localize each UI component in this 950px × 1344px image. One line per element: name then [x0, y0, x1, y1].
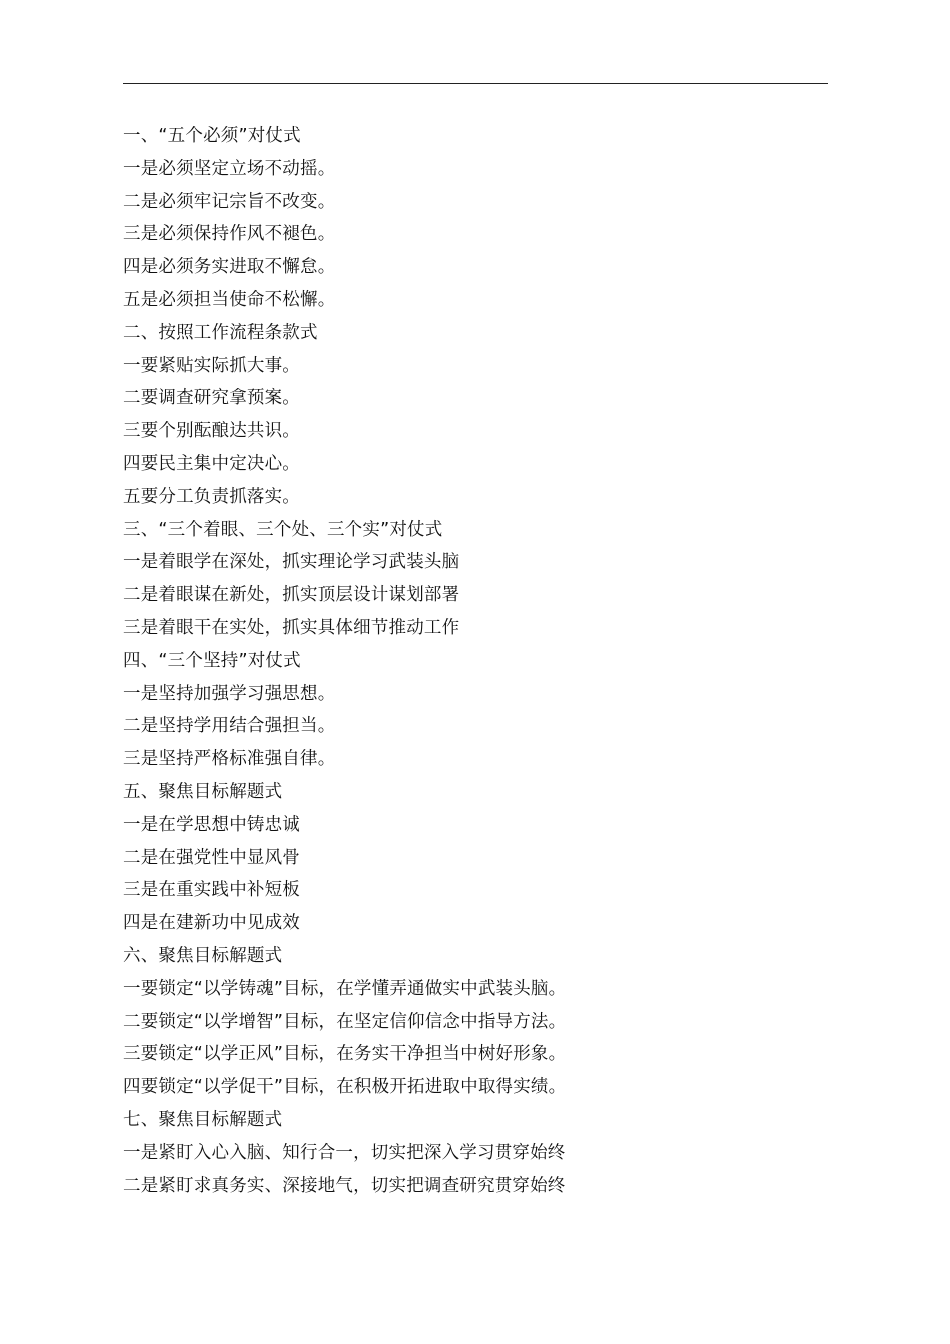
text-line: 二是必须牢记宗旨不改变。 [123, 191, 336, 212]
section-heading-5: 五、聚焦目标解题式 [123, 781, 283, 802]
text-line: 五是必须担当使命不松懈。 [123, 289, 336, 310]
text-line: 一是在学思想中铸忠诚 [123, 814, 300, 835]
text-line: 二是在强党性中显风骨 [123, 847, 300, 868]
text-line: 四要民主集中定决心。 [123, 453, 300, 474]
section-heading-4: 四、“三个坚持”对仗式 [123, 650, 301, 671]
text-line: 四是在建新功中见成效 [123, 913, 300, 934]
section-heading-6: 六、聚焦目标解题式 [123, 945, 283, 966]
section-heading-3: 三、“三个着眼、三个处、三个实”对仗式 [123, 519, 443, 540]
section-heading-2: 二、按照工作流程条款式 [123, 322, 318, 343]
text-line: 一是着眼学在深处，抓实理论学习武装头脑 [123, 552, 460, 573]
text-line: 二要锁定“以学增智”目标，在坚定信仰信念中指导方法。 [123, 1011, 567, 1032]
text-line: 三是坚持严格标准强自律。 [123, 749, 336, 770]
header-rule [123, 83, 828, 84]
document-body [123, 120, 828, 1202]
section-heading-1: 一、“五个必须”对仗式 [123, 126, 301, 146]
section-heading-7: 七、聚焦目标解题式 [123, 1109, 283, 1130]
text-line: 五要分工负责抓落实。 [123, 486, 300, 507]
text-line: 四是必须务实进取不懈怠。 [123, 257, 336, 278]
text-line: 二是紧盯求真务实、深接地气，切实把调查研究贯穿始终 [123, 1175, 566, 1196]
text-line: 三是必须保持作风不褪色。 [123, 224, 336, 245]
text-line: 一是必须坚定立场不动摇。 [123, 158, 336, 179]
text-line: 一是坚持加强学习强思想。 [123, 683, 336, 704]
text-line: 一是紧盯入心入脑、知行合一，切实把深入学习贯穿始终 [123, 1142, 566, 1163]
text-line: 三要锁定“以学正风”目标，在务实干净担当中树好形象。 [123, 1044, 567, 1065]
text-line: 二是坚持学用结合强担当。 [123, 716, 336, 737]
text-line: 二要调查研究拿预案。 [123, 388, 300, 409]
text-line: 一要锁定“以学铸魂”目标，在学懂弄通做实中武装头脑。 [123, 978, 567, 999]
text-line: 二是着眼谋在新处，抓实顶层设计谋划部署 [123, 585, 460, 606]
text-line: 三是在重实践中补短板 [123, 880, 300, 901]
text-line: 三要个别酝酿达共识。 [123, 421, 300, 442]
text-line: 三是着眼干在实处，抓实具体细节推动工作 [123, 617, 460, 638]
text-line: 四要锁定“以学促干”目标，在积极开拓进取中取得实绩。 [123, 1077, 567, 1098]
text-line: 一要紧贴实际抓大事。 [123, 355, 300, 376]
